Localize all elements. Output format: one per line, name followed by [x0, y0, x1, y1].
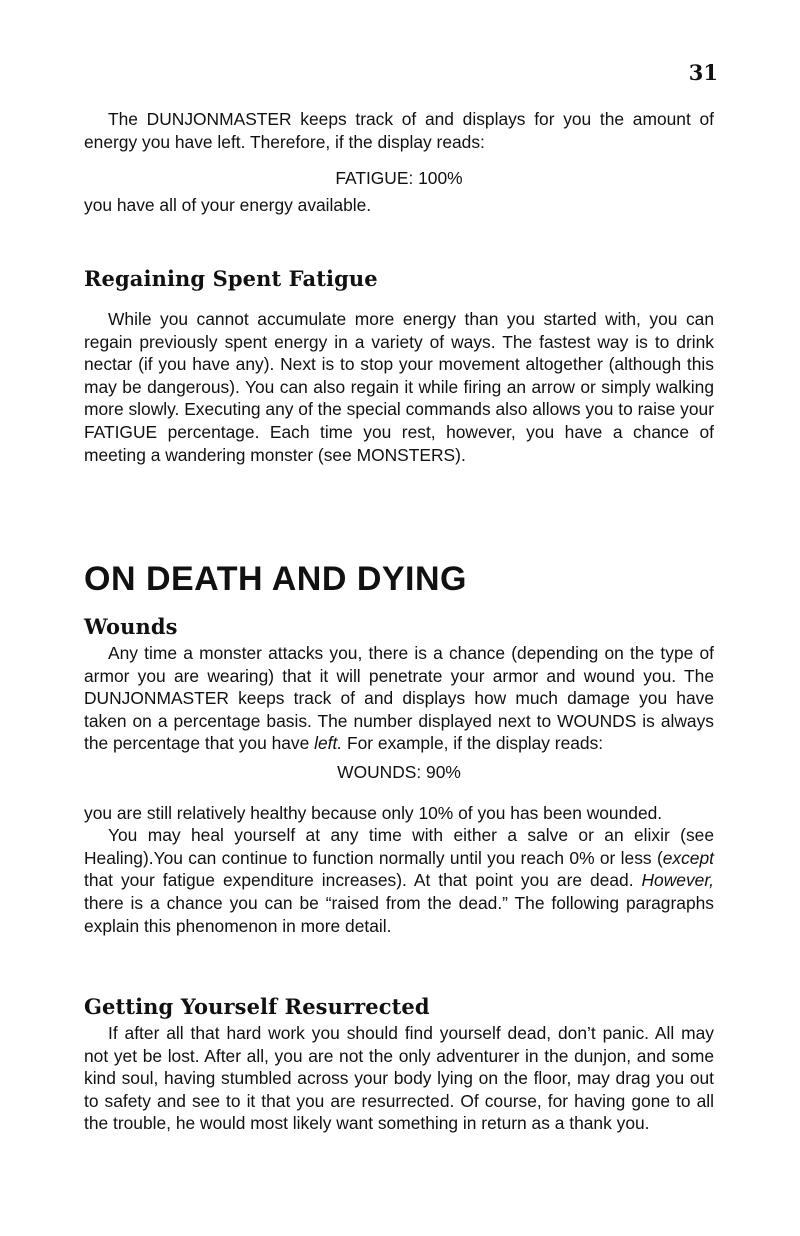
resurrected-section — [84, 1022, 714, 1135]
fatigue-intro-paragraph: The DUNJONMASTER keeps track of and displays for you the amount of energy you have left. Therefore, if the display reads: — [84, 109, 714, 152]
fatigue-intro-section — [84, 108, 714, 216]
death-heading: ON DEATH AND DYING — [84, 560, 467, 598]
wounds-section — [84, 642, 714, 937]
regaining-heading: Regaining Spent Fatigue — [84, 266, 378, 291]
page-number: 31 — [688, 60, 718, 85]
wounds-healthy-paragraph: you are still relatively healthy because only 10% of you has been wounded. — [84, 802, 663, 823]
wounds-paragraph: Any time a monster attacks you, there is a chance (depending on the type of armor you are wearing) that it will penetrate your armor and wound you. The DUNJONMASTER keeps track of and displays how much damage you have taken on a percentage basis. The number displayed next to WOUNDS is always the percentage that you have left. For example, if the display reads: — [84, 643, 714, 754]
resurrected-heading: Getting Yourself Resurrected — [84, 994, 430, 1019]
fatigue-available-paragraph: you have all of your energy available. — [84, 194, 372, 215]
wounds-display-example: WOUNDS: 90% — [337, 761, 461, 782]
regaining-section — [84, 308, 714, 466]
resurrected-paragraph: If after all that hard work you should find yourself dead, don’t panic. All may not yet be lost. After all, you are not the only adventurer in the dunjon, and some kind soul, having stumbled across your body lying on the floor, may drag you out to safety and see to it that you are resurrected. Of course, for having gone to all the trouble, he would most likely want something in return as a thank you. — [84, 1023, 714, 1134]
wounds-healing-paragraph: You may heal yourself at any time with either a salve or an elixir (see Healing).You can continue to function normally until you reach 0% or less (except that your fatigue expenditure increases). At that point you are dead. However, there is a chance you can be “raised from the dead.” The following paragraphs explain this phenomenon in more detail. — [84, 825, 714, 936]
regaining-paragraph: While you cannot accumulate more energy than you started with, you can regain previously spent energy in a variety of ways. The fastest way is to drink nectar (if you have any). Next is to stop your movement altogether (although this may be dangerous). You can also regain it while firing an arrow or simply walking more slowly. Executing any of the special commands also allows you to raise your FATIGUE percentage. Each time you rest, however, you have a chance of meeting a wandering monster (see MONSTERS). — [84, 309, 714, 465]
wounds-heading: Wounds — [84, 614, 178, 639]
fatigue-display-example: FATIGUE: 100% — [335, 168, 463, 189]
